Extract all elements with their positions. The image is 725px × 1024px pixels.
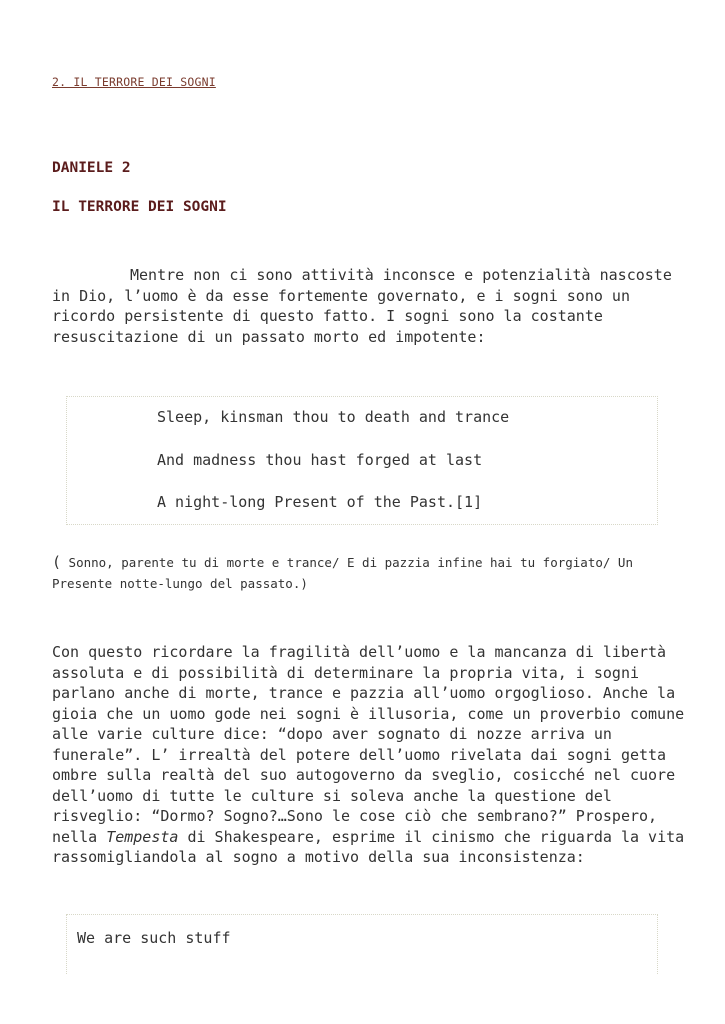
book-heading: DANIELE 2 [52, 160, 131, 176]
chapter-link[interactable]: 2. IL TERRORE DEI SOGNI [52, 75, 216, 89]
translation-open-paren: ( [52, 553, 62, 571]
main-paragraph [52, 642, 692, 868]
intro-paragraph [52, 265, 692, 347]
second-poem-quote-box [66, 914, 658, 974]
poem-line-2: And madness thou hast forged at last [157, 451, 483, 469]
intro-paragraph-text: Mentre non ci sono attività inconsce e potenzialità nascoste in Dio, l’uomo è da esse fortemente governato, e i sogni sono un ricordo persistente di questo fatto. I sogni sono la costante resuscitazione di un passato morto ed impotente: [52, 266, 672, 346]
poem-line-1: Sleep, kinsman thou to death and trance [157, 408, 510, 426]
poem-translation [52, 552, 692, 594]
poem-line-3: A night-long Present of the Past.[1] [157, 493, 483, 511]
poem-quote-box [66, 396, 658, 525]
main-paragraph-part2: di Shakespeare, esprime il cinismo che riguarda la vita rassomigliandola al sogno a motivo della sua inconsistenza: [52, 827, 685, 866]
second-poem-line-1: We are such stuff [77, 929, 231, 947]
chapter-title: IL TERRORE DEI SOGNI [52, 199, 227, 215]
tempesta-title: Tempesta [106, 827, 179, 846]
main-paragraph-part1: Con questo ricordare la fragilità dell’uomo e la mancanza di libertà assoluta e di possibilità di determinare la propria vita, i sogni parlano anche di morte, trance e pazzia all’uomo orgoglioso. Anche la gioia che un uomo gode nei sogni è illusoria, come un proverbio comune alle varie culture dice: “dopo aver sognato di nozze arriva un funerale”. L’ irrealtà del potere dell’uomo rivelata dai sogni getta ombre sulla realtà del suo autogoverno da sveglio, cosicché nel cuore dell’uomo di tutte le culture si soleva anche la questione del risveglio: “Dormo? Sogno?…Sono le cose ciò che sembrano?” Prospero, nella [52, 643, 685, 846]
translation-text: Sonno, parente tu di morte e trance/ E di pazzia infine hai tu forgiato/ Un Presente notte-lungo del passato.) [52, 555, 633, 591]
